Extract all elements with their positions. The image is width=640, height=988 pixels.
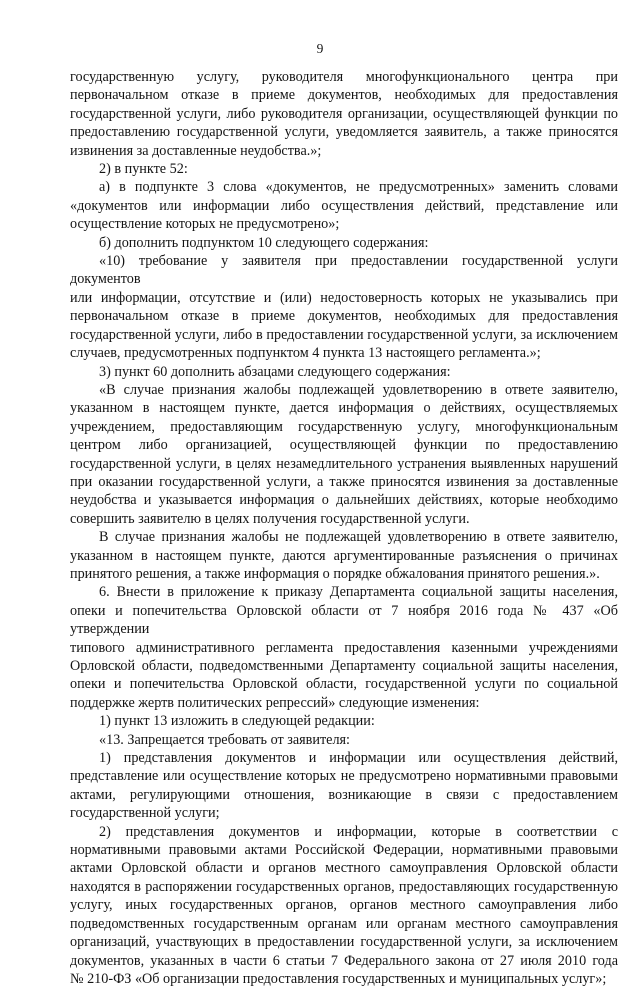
text-line: государственной услуги; <box>70 805 220 822</box>
text-line: организаций, участвующих в предоставлении государственной услуги, за исключением <box>70 934 618 951</box>
text-line: типового административного регламента предоставления казенными учреждениями <box>70 639 618 656</box>
text-line: В случае признания жалобы не подлежащей удовлетворению в ответе заявителю, <box>99 529 618 546</box>
text-line: актами Орловской области и органов местного самоуправления Орловской области <box>70 860 618 877</box>
text-line: государственной услуги, либо руководителя организации, осуществляющей функции по <box>70 105 618 122</box>
text-line: указанном в настоящем пункте, дается информация о действиях, осуществляемых <box>70 400 618 417</box>
text-line: «В случае признания жалобы подлежащей удовлетворению в ответе заявителю, <box>99 381 618 398</box>
text-line: а) в подпункте 3 слова «документов, не предусмотренных» заменить словами <box>99 179 618 196</box>
text-line: подведомственных государственным органам или органам местного самоуправления <box>70 915 618 932</box>
text-line: 6. Внести в приложение к приказу Департамента социальной защиты населения, <box>99 584 618 601</box>
text-line: первоначальном отказе в приеме документов, необходимых для предоставления <box>70 87 618 104</box>
text-line: Орловской области, подведомственными Департаменту социальной защиты населения, <box>70 658 618 674</box>
page-number: 9 <box>316 41 324 56</box>
text-line: 1) представления документов и информации или осуществления действий, <box>99 750 618 767</box>
text-line: нормативными правовыми актами Российской Федерации, нормативными правовыми <box>70 842 618 859</box>
text-line: при оказании государственной услуги, а также приносятся извинения за доставленные <box>70 473 618 490</box>
text-line: б) дополнить подпунктом 10 следующего содержания: <box>99 234 429 251</box>
text-line: центром либо организацией, осуществляющей функции по предоставлению <box>70 437 618 454</box>
text-line: опеки и попечительства Орловской области от 7 ноября 2016 года № 437 «Об утверждении <box>70 602 618 638</box>
text-line: неудобства и указывается информация о дальнейших действиях, которые необходимо <box>70 492 618 509</box>
text-line: принятого решения, а также информация о порядке обжалования принятого решения.». <box>70 565 600 582</box>
text-line: представление или осуществление которых не предусмотрено нормативными правовыми <box>70 768 618 785</box>
text-line: 2) представления документов и информации, которые в соответствии с <box>99 823 618 840</box>
text-line: государственной услуги, либо в предоставлении государственной услуги, за исключением <box>70 326 618 343</box>
text-line: № 210-ФЗ «Об организации предоставления государственных и муниципальных услуг»; <box>70 970 607 987</box>
text-line: государственной услуги, в целях незамедлительного устранения выявленных нарушений <box>70 455 618 472</box>
text-line: осуществление которых не предусмотрено»; <box>70 216 340 233</box>
text-line: документов, указанных в части 6 статьи 7 Федерального закона от 27 июля 2010 года <box>70 952 618 969</box>
text-line: поддержке жертв политических репрессий» следующие изменения: <box>70 694 480 711</box>
text-line: услугу, иных государственных органов, органов местного самоуправления либо <box>70 897 618 914</box>
text-line: учреждением, предоставляющим государственную услугу, многофункциональным <box>70 418 618 435</box>
text-line: или информации, отсутствие и (или) недостоверность которых не указывались при <box>70 289 618 306</box>
text-line: «13. Запрещается требовать от заявителя: <box>99 731 350 748</box>
text-line: указанном в настоящем пункте, даются аргументированные разъяснения о причинах <box>70 547 618 564</box>
text-line: случаев, предусмотренных подпунктом 4 пункта 13 настоящего регламента.»; <box>70 345 541 362</box>
text-line: находятся в распоряжении государственных органов, предоставляющих государственную <box>70 878 618 895</box>
text-line: первоначальном отказе в приеме документов, необходимых для предоставления <box>70 308 618 325</box>
text-line: извинения за доставленные неудобства.»; <box>70 142 322 159</box>
text-line: актами, регулирующими отношения, возникающие в связи с предоставлением <box>70 786 618 803</box>
text-line: «документов или информации либо осуществления действий, представление или <box>70 197 618 214</box>
text-line: 2) в пункте 52: <box>99 161 188 178</box>
document-body <box>70 68 618 988</box>
text-line: государственную услугу, руководителя многофункционального центра при <box>70 69 618 85</box>
text-line: опеки и попечительства Орловской области, государственной услуги по социальной <box>70 676 618 693</box>
text-line: 1) пункт 13 изложить в следующей редакции: <box>99 713 375 730</box>
text-line: 3) пункт 60 дополнить абзацами следующего содержания: <box>99 363 451 380</box>
text-line: совершить заявителю в целях получения государственной услуги. <box>70 510 470 527</box>
text-line: «10) требование у заявителя при предоставлении государственной услуги документов <box>70 253 618 288</box>
text-line: предоставлению государственной услуги, уведомляется заявитель, а также приносятся <box>70 124 618 141</box>
